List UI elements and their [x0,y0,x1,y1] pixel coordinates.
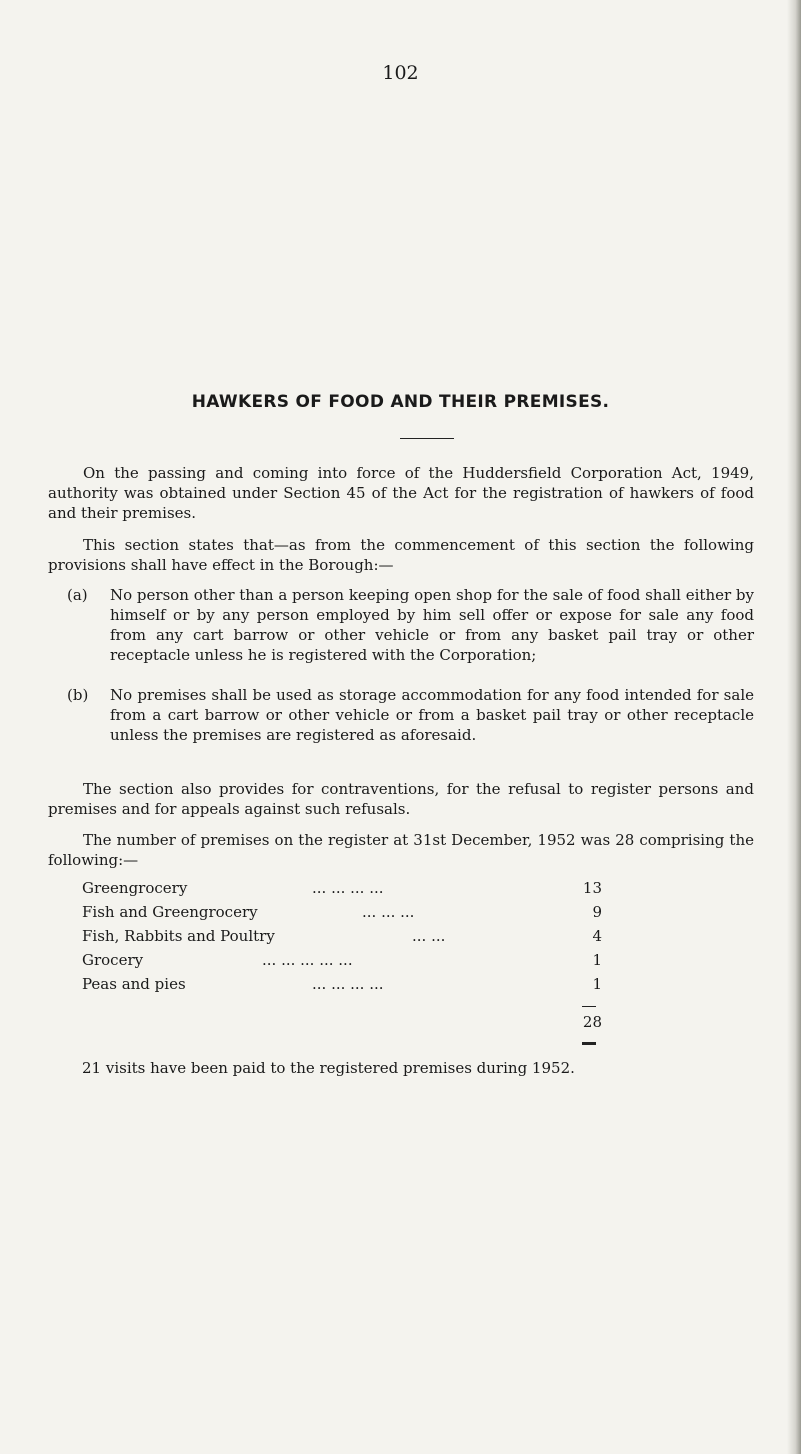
provision-text: No person other than a person keeping open shop for the sale of food shall either by himself or by any person employed by him sell offer or expose for sale any food from any cart barrow or other vehicle or from any basket pail tray or other receptacle unless he is registered with the Corporation; [110,586,755,664]
register-count-paragraph: The number of premises on the register at 31st December, 1952 was 28 comprising the following:— [48,831,754,869]
category-label: Grocery [82,951,144,969]
total-rule [582,1006,596,1007]
total-underline [582,1042,596,1045]
page-number: 102 [382,62,419,84]
provision-item-b [67,685,754,745]
category-count: 13 [582,879,602,897]
list-item [82,876,602,900]
provision-marker: (b) [67,686,89,704]
category-label: Fish, Rabbits and Poultry [82,927,275,945]
premises-breakdown-list [82,876,602,996]
visits-paragraph: 21 visits have been paid to the registered premises during 1952. [82,1059,575,1077]
contraventions-paragraph: The section also provides for contraventions, for the refusal to register persons and premises and for appeals against such refusals. [48,780,754,818]
provision-marker: (a) [67,586,88,604]
category-count: 9 [592,903,602,921]
intro-paragraph: On the passing and coming into force of the Huddersfield Corporation Act, 1949, authority was obtained under Section 45 of the Act for the registration of hawkers of food and their premises. [48,464,754,522]
provision-item-a [67,585,754,665]
title-divider [400,438,454,439]
list-item [82,948,602,972]
leader-dots: ... ... ... ... ... [262,951,353,969]
list-item [82,900,602,924]
category-label: Peas and pies [82,975,186,993]
leader-dots: ... ... [412,927,446,945]
leader-dots: ... ... ... ... [312,975,384,993]
page-title: HAWKERS OF FOOD AND THEIR PREMISES. [191,392,610,412]
leader-dots: ... ... ... ... [312,879,384,897]
category-label: Greengrocery [82,879,188,897]
list-item [82,972,602,996]
page-edge-shadow [787,0,801,1454]
total-count: 28 [582,1013,602,1031]
list-item [82,924,602,948]
provisions-lead-paragraph: This section states that—as from the commencement of this section the following provisions shall have effect in the Borough:— [48,536,754,574]
category-count: 1 [592,951,602,969]
category-count: 4 [592,927,602,945]
leader-dots: ... ... ... [362,903,415,921]
provision-text: No premises shall be used as storage accommodation for any food intended for sale from a cart barrow or other vehicle or from a basket pail tray or other receptacle unless the premises are registered as aforesaid. [110,686,754,744]
category-label: Fish and Greengrocery [82,903,258,921]
category-count: 1 [592,975,602,993]
